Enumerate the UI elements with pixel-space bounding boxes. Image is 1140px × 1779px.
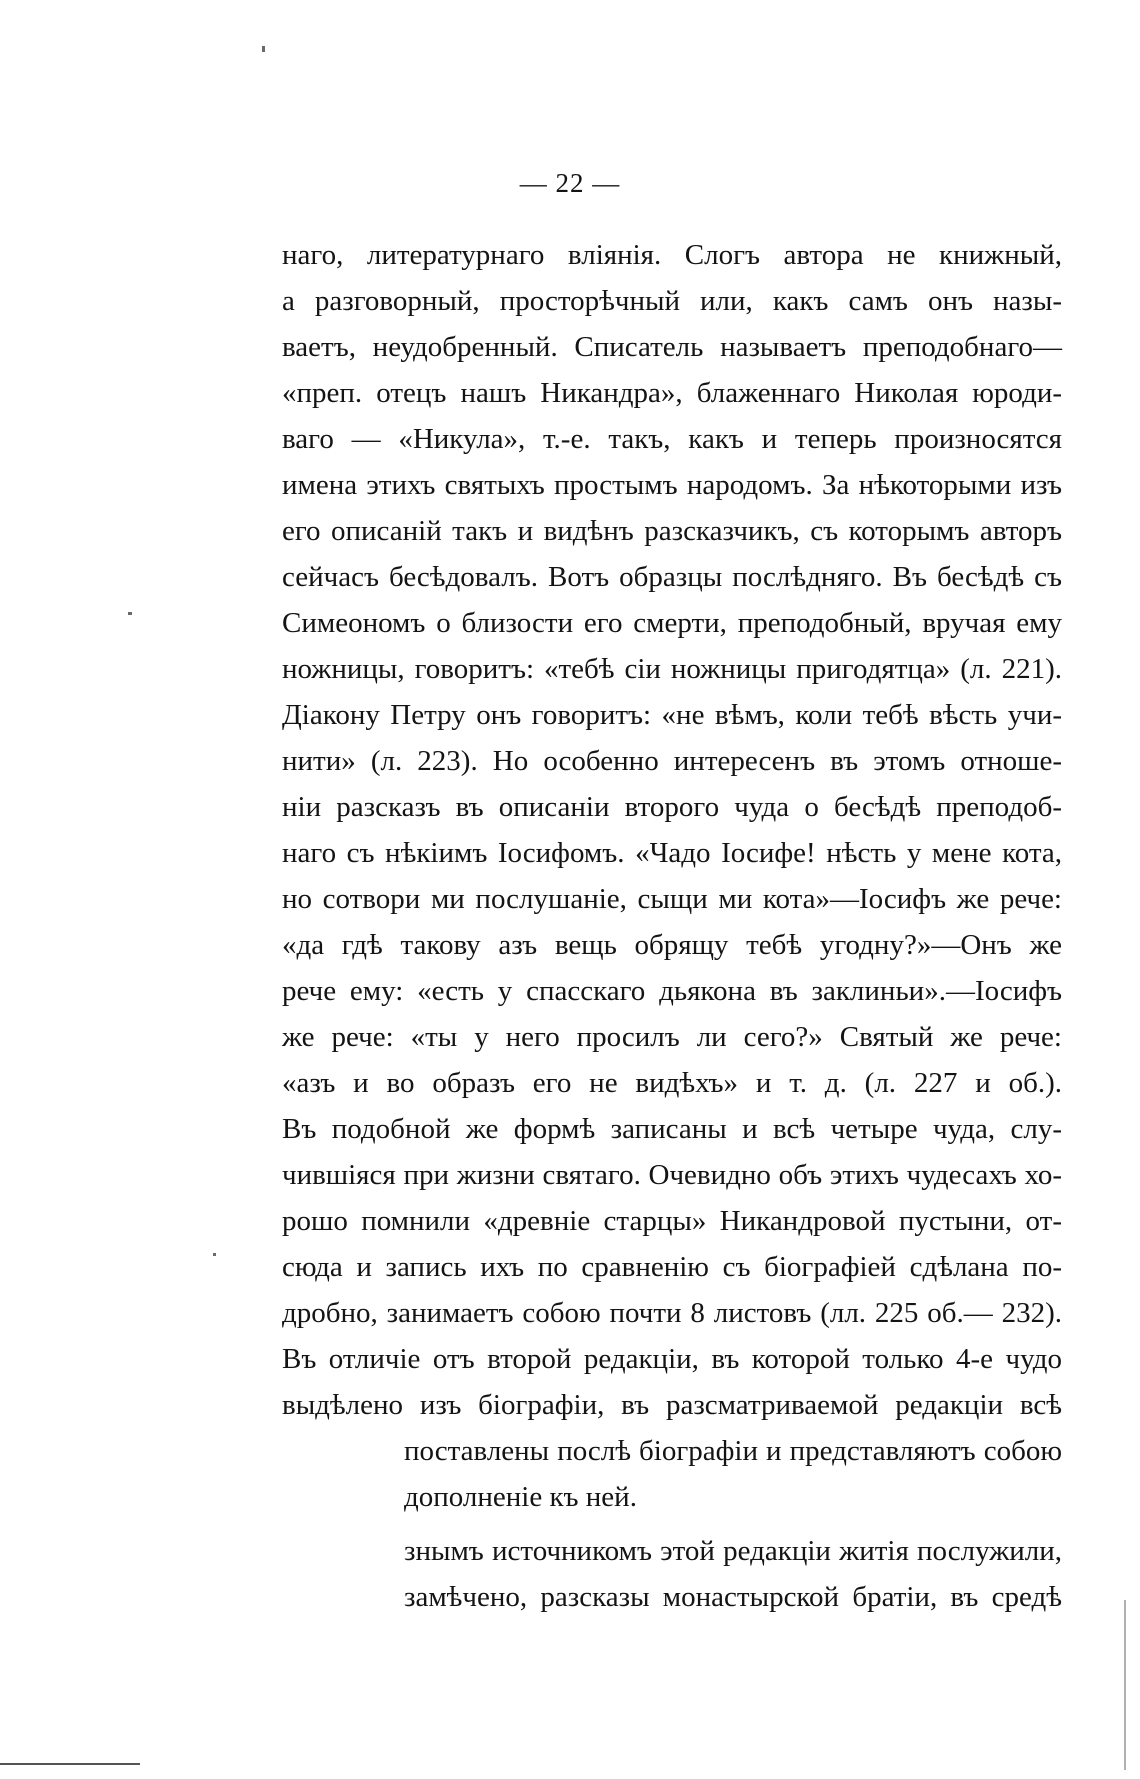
text-line: «азъ и во образъ его не видѣхъ» и т. д. (л. 227 и об.). bbox=[282, 1067, 1062, 1099]
text-line: рече ему: «есть у спасскаго дьякона въ заклиньи».—Iосифъ bbox=[282, 975, 1062, 1007]
text-line: Дiакону Петру онъ говоритъ: «не вѣмъ, коли тебѣ вѣсть учи- bbox=[282, 699, 1062, 731]
text-line: но сотвори ми послушанiе, сыщи ми кота»—Iосифъ же рече: bbox=[282, 883, 1062, 915]
text-line: Симеономъ о близости его смерти, преподобный, вручая ему bbox=[282, 607, 1062, 639]
scan-speck bbox=[262, 46, 265, 52]
scan-speck bbox=[128, 612, 132, 615]
scan-edge-line bbox=[1124, 1600, 1126, 1770]
text-line: дополненiе къ ней. bbox=[404, 1481, 637, 1513]
text-line: рошо помнили «древнiе старцы» Никандровой пустыни, от- bbox=[282, 1205, 1062, 1237]
text-line: знымъ источникомъ этой редакцiи житiя послужили, bbox=[404, 1535, 1062, 1567]
text-line: чившiяся при жизни святаго. Очевидно объ этихъ чудесахъ хо- bbox=[282, 1159, 1062, 1191]
scan-speck bbox=[213, 1253, 216, 1256]
text-line: а разговорный, просторѣчный или, какъ самъ онъ назы- bbox=[282, 285, 1062, 317]
text-line: же рече: «ты у него просилъ ли сего?» Святый же рече: bbox=[282, 1021, 1062, 1053]
text-line: сейчасъ бесѣдовалъ. Вотъ образцы послѣдняго. Въ бесѣдѣ съ bbox=[282, 561, 1062, 593]
text-line: «да гдѣ такову азъ вещь обрящу тебѣ угодну?»—Онъ же bbox=[282, 929, 1062, 961]
scan-edge-line bbox=[0, 1763, 140, 1765]
text-line: замѣчено, разсказы монастырской братiи, въ средѣ bbox=[404, 1581, 1062, 1613]
text-line: поставлены послѣ бiографiи и представляютъ собою bbox=[404, 1435, 1062, 1467]
text-line: ваетъ, неудобренный. Списатель называетъ преподобнаго— bbox=[282, 331, 1062, 363]
text-line: «преп. отецъ нашъ Никандра», блаженнаго Николая юроди- bbox=[282, 377, 1062, 409]
text-line: Въ подобной же формѣ записаны и всѣ четыре чуда, слу- bbox=[282, 1113, 1062, 1145]
text-line: ножницы, говоритъ: «тебѣ сiи ножницы пригодятца» (л. 221). bbox=[282, 653, 1062, 685]
text-line: наго съ нѣкiимъ Iосифомъ. «Чадо Iосифе! нѣсть у мене кота, bbox=[282, 837, 1062, 869]
text-line: сюда и запись ихъ по сравненiю съ бiографiей сдѣлана по- bbox=[282, 1251, 1062, 1283]
text-line: наго, литературнаго влiянiя. Слогъ автора не книжный, bbox=[282, 239, 1062, 271]
page-number: — 22 — bbox=[519, 168, 621, 198]
body-text bbox=[282, 232, 1062, 1620]
text-line: нiи разсказъ въ описанiи второго чуда о бесѣдѣ преподоб- bbox=[282, 791, 1062, 823]
text-line: ваго — «Никула», т.-е. такъ, какъ и теперь произносятся bbox=[282, 423, 1062, 455]
text-line: Въ отличiе отъ второй редакцiи, въ которой только 4-е чудо bbox=[282, 1343, 1062, 1375]
text-line: имена этихъ святыхъ простымъ народомъ. За нѣкоторыми изъ bbox=[282, 469, 1062, 501]
text-line: его описанiй такъ и видѣнъ разсказчикъ, съ которымъ авторъ bbox=[282, 515, 1062, 547]
text-line: нити» (л. 223). Но особенно интересенъ въ этомъ отноше- bbox=[282, 745, 1062, 777]
text-line: выдѣлено изъ бiографiи, въ разсматриваемой редакцiи всѣ bbox=[282, 1389, 1062, 1421]
text-line: дробно, занимаетъ собою почти 8 листовъ (лл. 225 об.— 232). bbox=[282, 1297, 1062, 1329]
